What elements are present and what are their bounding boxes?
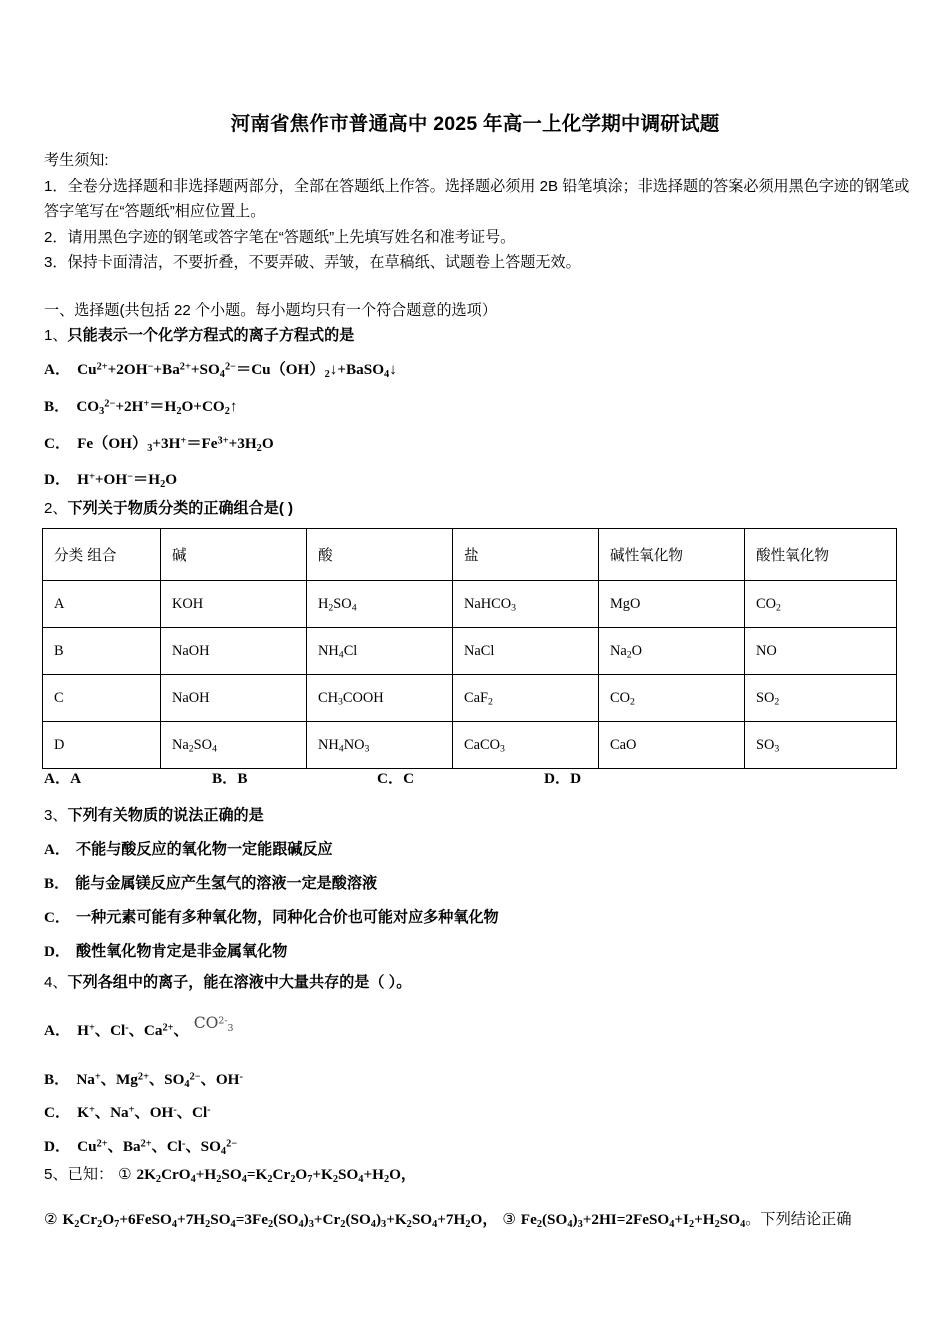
question-2-option-d[interactable] — [544, 767, 581, 788]
option-label: D． — [544, 770, 571, 787]
option-formula: $CO_3^{2-}+2H^+=H_2O+CO_2↑$ — [76, 398, 238, 417]
cell: NO — [745, 628, 897, 675]
question-5-equation-2-3: ② $K_2Cr_2O_7+6FeSO_4+7H_2SO_4=3Fe_2(SO_4)_3+Cr_2(SO_4)_3+K_2SO_4+7H_2O$， ③ $Fe_2(SO_4)_3+2HI=2FeSO_4+I_2+H_2SO_4$。下列结论正确 — [44, 1210, 852, 1230]
col-header-base: 碱 — [161, 529, 307, 581]
option-text: 能与金属镁反应产生氢气的溶液一定是酸溶液 — [75, 875, 378, 892]
question-3-number: 3、 — [44, 807, 68, 824]
question-2-option-c[interactable] — [377, 767, 414, 788]
question-2-option-a[interactable] — [44, 767, 81, 788]
cell: B — [43, 628, 161, 675]
question-5-line-1 — [44, 1163, 416, 1184]
question-1-text: 只能表示一个化学方程式的离子方程式的是 — [67, 327, 355, 344]
notice-item-1: 1．全卷分选择题和非选择题两部分，全部在答题纸上作答。选择题必须用 2B 铅笔填涂；非选择题的答案必须用黑色字迹的钢笔或答字笔写在“答题纸”相应位置上。 — [44, 177, 910, 220]
table-body — [43, 581, 897, 769]
option-label: C． — [44, 435, 71, 452]
cell: $NH_4Cl$ — [307, 628, 453, 675]
option-label: B． — [44, 876, 70, 892]
option-label: C． — [44, 910, 70, 926]
cell: D — [43, 722, 161, 769]
option-text: 酸性氧化物肯定是非金属氧化物 — [76, 943, 288, 960]
question-3-option-a[interactable] — [44, 838, 333, 859]
table-header-row — [43, 529, 897, 581]
candidate-notice — [44, 148, 910, 276]
cell: NaHCO$_3$ — [453, 581, 599, 628]
question-2-stem — [44, 498, 293, 521]
question-1-stem — [44, 325, 354, 348]
option-formula: $Cu^{2+}+2OH^-+Ba^{2+}+SO_4^{2-}=Cu(OH)_2↓+BaSO_4↓$ — [77, 361, 397, 380]
cell: $Na_2SO_4$ — [161, 722, 307, 769]
table-row — [43, 675, 897, 722]
option-text: 一种元素可能有多种氧化物，同种化合价也可能对应多种氧化物 — [76, 909, 499, 926]
option-formula: K+、Na+、OH-、Cl- — [77, 1104, 211, 1121]
question-2-option-b[interactable] — [212, 767, 247, 788]
cell: NaCl — [453, 628, 599, 675]
classification-table — [42, 528, 897, 769]
question-3-text: 下列有关物质的说法正确的是 — [67, 807, 264, 824]
option-label: C． — [377, 770, 404, 787]
section-heading: 一、选择题(共包括 22 个小题。每小题均只有一个符合题意的选项） — [44, 302, 497, 319]
option-value: D — [570, 770, 582, 787]
question-3-option-c[interactable] — [44, 906, 499, 927]
question-5-number: 5、 — [44, 1166, 68, 1183]
question-1-option-b[interactable] — [44, 395, 238, 416]
question-1-option-a[interactable] — [44, 358, 397, 379]
question-3-stem — [44, 805, 264, 828]
option-formula: Na+、$Mg^{2+}$、$SO_4^{2-}$、OH- — [76, 1071, 243, 1090]
option-value: A — [70, 770, 82, 787]
option-value: C — [403, 770, 415, 787]
cell: NaOH — [161, 675, 307, 722]
question-5-equation-1: ① $2K_2CrO_4+H_2SO_4=K_2Cr_2O_7+K_2SO_4+H_2O$， — [113, 1165, 417, 1185]
notice-item-3: 3．保持卡面清洁，不要折叠，不要弄破、弄皱，在草稿纸、试题卷上答题无效。 — [44, 254, 581, 271]
option-value: B — [237, 770, 248, 787]
question-4-text: 下列各组中的离子，能在溶液中大量共存的是（ ）。 — [67, 974, 412, 991]
option-label: A． — [44, 1022, 71, 1039]
cell: C — [43, 675, 161, 722]
notice-item-2: 2．请用黑色字迹的钢笔或答字笔在“答题纸”上先填写姓名和准考证号。 — [44, 228, 516, 246]
option-label: D． — [44, 944, 70, 960]
question-2-text: 下列关于物质分类的正确组合是( ) — [67, 500, 294, 517]
table-row — [43, 581, 897, 628]
cell: CaCO$_3$ — [453, 722, 599, 769]
question-4-option-b[interactable] — [44, 1068, 243, 1089]
option-label: B． — [44, 1071, 70, 1088]
option-label: A． — [44, 842, 70, 858]
question-5-lead: 已知： — [67, 1166, 114, 1183]
option-label: A． — [44, 770, 71, 787]
option-label: B． — [44, 398, 70, 415]
carbonate-ion-equation-image: $CO^{2-}_3$ — [193, 1014, 234, 1034]
page-title: 河南省焦作市普通高中 2025 年高一上化学期中调研试题 — [230, 113, 720, 135]
col-header-acidic-oxide: 酸性氧化物 — [745, 529, 897, 581]
question-1-option-d[interactable] — [44, 468, 177, 489]
option-text: 不能与酸反应的氧化物一定能跟碱反应 — [76, 841, 333, 858]
question-4-option-a[interactable] — [44, 1014, 234, 1040]
cell: CaO — [599, 722, 745, 769]
cell: $CO_2$ — [745, 581, 897, 628]
cell: CaF$_2$ — [453, 675, 599, 722]
cell: MgO — [599, 581, 745, 628]
cell: $CO_2$ — [599, 675, 745, 722]
option-label: D． — [44, 471, 71, 488]
cell: $SO_2$ — [745, 675, 897, 722]
cell: $H_2SO_4$ — [307, 581, 453, 628]
question-5-line-2 — [44, 1208, 852, 1229]
option-label: D． — [44, 1138, 71, 1155]
cell: $Na_2O$ — [599, 628, 745, 675]
option-label: C． — [44, 1104, 71, 1121]
cell: KOH — [161, 581, 307, 628]
cell: A — [43, 581, 161, 628]
option-label: B． — [212, 770, 238, 787]
question-1-number: 1、 — [44, 327, 68, 344]
option-label: A． — [44, 361, 71, 378]
question-4-number: 4、 — [44, 974, 68, 991]
question-3-option-d[interactable] — [44, 940, 287, 961]
cell: $SO_3$ — [745, 722, 897, 769]
table-row — [43, 722, 897, 769]
cell: $NH_4NO_3$ — [307, 722, 453, 769]
option-formula: $Fe(OH)_3+3H^+=Fe^{3+}+3H_2O$ — [77, 435, 274, 454]
question-4-option-c[interactable] — [44, 1101, 211, 1122]
option-formula: $H^++OH^-=H_2O$ — [77, 471, 178, 490]
table-row — [43, 628, 897, 675]
question-3-option-b[interactable] — [44, 872, 377, 893]
option-formula: H+、Cl-、$Ca^{2+}$、 — [77, 1022, 189, 1039]
col-header-basic-oxide: 碱性氧化物 — [599, 529, 745, 581]
col-header-acid: 酸 — [307, 529, 453, 581]
cell: $CH_3COOH$ — [307, 675, 453, 722]
question-1-option-c[interactable] — [44, 432, 274, 453]
question-4-option-d[interactable] — [44, 1135, 237, 1156]
notice-heading: 考生须知: — [44, 152, 109, 169]
col-header-category: 分类 组合 — [43, 529, 161, 581]
col-header-salt: 盐 — [453, 529, 599, 581]
question-4-stem — [44, 972, 411, 995]
question-2-number: 2、 — [44, 500, 68, 517]
cell: NaOH — [161, 628, 307, 675]
option-formula: $Cu^{2+}$、$Ba^{2+}$、Cl-、$SO_4^{2-}$ — [77, 1138, 238, 1157]
